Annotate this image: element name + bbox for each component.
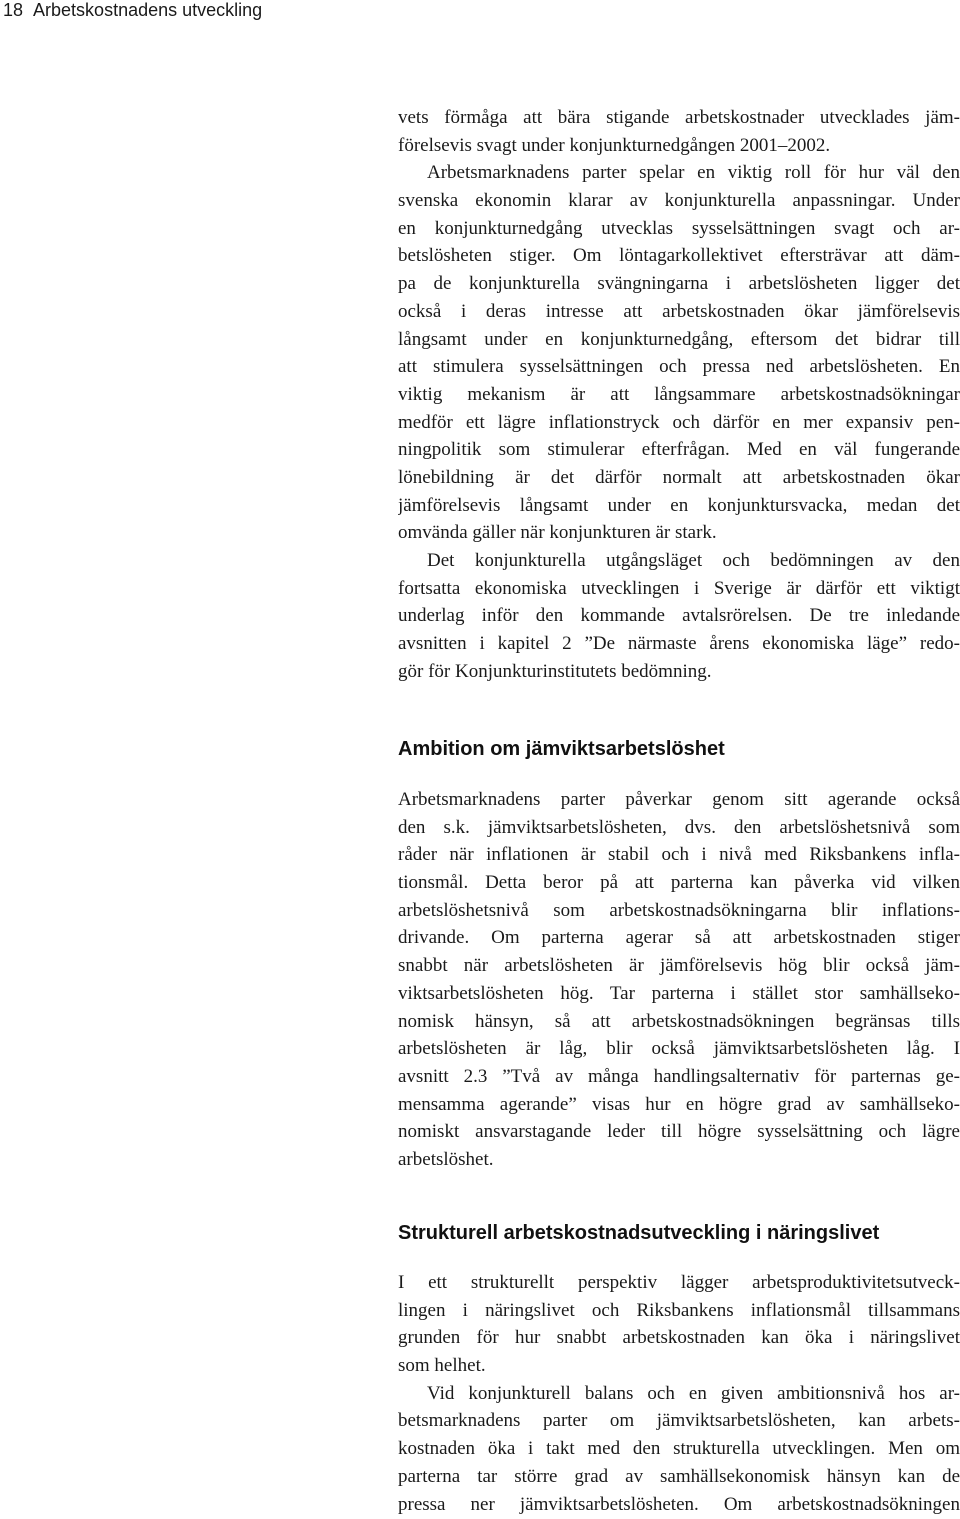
text-line: viktsarbetslösheten hög. Tar parterna i stället stor samhällseko-	[398, 982, 960, 1004]
text-line: tionsmål. Detta beror på att parterna kan påverka vid vilken	[398, 872, 960, 894]
text-line: arbetslöshetsnivå som arbetskostnadsökningarna blir inflations-	[398, 899, 960, 921]
text-line: medför ett lägre inflationstryck och därför en mer expansiv pen-	[398, 411, 960, 433]
text-line: långsamt under en konjunkturnedgång, eftersom det bidrar till	[398, 328, 960, 350]
text-line: gör för Konjunkturinstitutets bedömning.	[398, 660, 712, 682]
text-line: nomisk hänsyn, så att arbetskostnadsökningen begränsas tills	[398, 1010, 960, 1032]
text-line: jämförelsevis långsamt under en konjunktursvacka, medan det	[398, 494, 960, 516]
text-line: mensamma agerande” visas hur en högre grad av samhällseko-	[398, 1093, 960, 1115]
text-line: fortsatta ekonomiska utvecklingen i Sverige är därför ett viktigt	[398, 577, 960, 599]
section-structural-body	[398, 1269, 960, 1518]
text-line: Det konjunkturella utgångsläget och bedömningen av den	[427, 550, 960, 572]
text-line: som helhet.	[398, 1355, 486, 1377]
text-line: arbetslöshet.	[398, 1148, 494, 1170]
text-line: pa de konjunkturella svängningarna i arbetslösheten ligger det	[398, 273, 960, 295]
text-line: snabbt när arbetslösheten är jämförelsevis hög blir också jäm-	[398, 955, 960, 977]
text-line: I ett strukturellt perspektiv lägger arbetsproduktivitetsutveck-	[398, 1272, 960, 1293]
text-line: arbetslösheten är låg, blir också jämviktsarbetslösheten låg. I	[398, 1038, 960, 1060]
text-line: nomiskt ansvarstagande leder till högre sysselsättning och lägre	[398, 1121, 960, 1143]
heading-ambition: Ambition om jämviktsarbetslöshet	[398, 738, 725, 760]
text-line: parterna tar större grad av samhällsekonomisk hänsyn kan de	[398, 1465, 960, 1487]
running-header	[3, 0, 262, 22]
text-line: betslösheten stiger. Om löntagarkollektivet eftersträvar att däm-	[398, 245, 960, 267]
text-line: kostnaden öka i takt med den strukturella utvecklingen. Men om	[398, 1438, 960, 1460]
text-line: lingen i näringslivet och Riksbankens inflationsmål tillsammans	[398, 1299, 960, 1321]
text-line: den s.k. jämviktsarbetslösheten, dvs. den arbetslöshetsnivå som	[398, 816, 960, 838]
text-line: viktig mekanism är att långsammare arbetskostnadsökningar	[398, 383, 960, 405]
section-ambition-body	[398, 786, 960, 1174]
text-line: vets förmåga att bära stigande arbetskostnader utvecklades jäm-	[398, 107, 960, 128]
text-line: förelsevis svagt under konjunkturnedgången 2001–2002.	[398, 134, 831, 156]
section-intro-body	[398, 104, 960, 685]
text-line: grunden för hur snabbt arbetskostnaden kan öka i näringslivet	[398, 1327, 960, 1349]
text-line: också i deras intresse att arbetskostnaden ökar jämförelsevis	[398, 300, 960, 322]
text-line: underlag inför den kommande avtalsrörelsen. De tre inledande	[398, 605, 960, 627]
text-line: lönebildning är det därför normalt att arbetskostnaden ökar	[398, 466, 960, 488]
text-line: en konjunkturnedgång utvecklas sysselsättningen svagt och ar-	[398, 217, 960, 239]
text-line: svenska ekonomin klarar av konjunkturella anpassningar. Under	[398, 190, 960, 212]
text-line: Arbetsmarknadens parter påverkar genom sitt agerande också	[398, 789, 960, 810]
text-line: avsnitten i kapitel 2 ”De närmaste årens ekonomiska läge” redo-	[398, 633, 960, 655]
text-line: omvända gäller när konjunkturen är stark.	[398, 522, 717, 544]
text-line: råder när inflationen är stabil och i nivå med Riksbankens infla-	[398, 844, 960, 866]
text-line: pressa ner jämviktsarbetslösheten. Om arbetskostnadsökningen	[398, 1493, 960, 1515]
text-line: drivande. Om parterna agerar så att arbetskostnaden stiger	[398, 927, 960, 949]
running-title: Arbetskostnadens utveckling	[33, 0, 263, 20]
page-number: 18	[3, 0, 24, 20]
text-line: betsmarknadens parter om jämviktsarbetslösheten, kan arbets-	[398, 1410, 960, 1432]
text-line: att stimulera sysselsättningen och pressa ned arbetslösheten. En	[398, 356, 960, 378]
text-line: ningpolitik som stimulerar efterfrågan. Med en väl fungerande	[398, 439, 960, 461]
text-line: Arbetsmarknadens parter spelar en viktig roll för hur väl den	[427, 162, 960, 184]
text-line: avsnitt 2.3 ”Två av många handlingsalternativ för parternas ge-	[398, 1065, 960, 1087]
heading-structural: Strukturell arbetskostnadsutveckling i näringslivet	[398, 1222, 880, 1244]
text-line: Vid konjunkturell balans och en given ambitionsnivå hos ar-	[427, 1382, 960, 1404]
